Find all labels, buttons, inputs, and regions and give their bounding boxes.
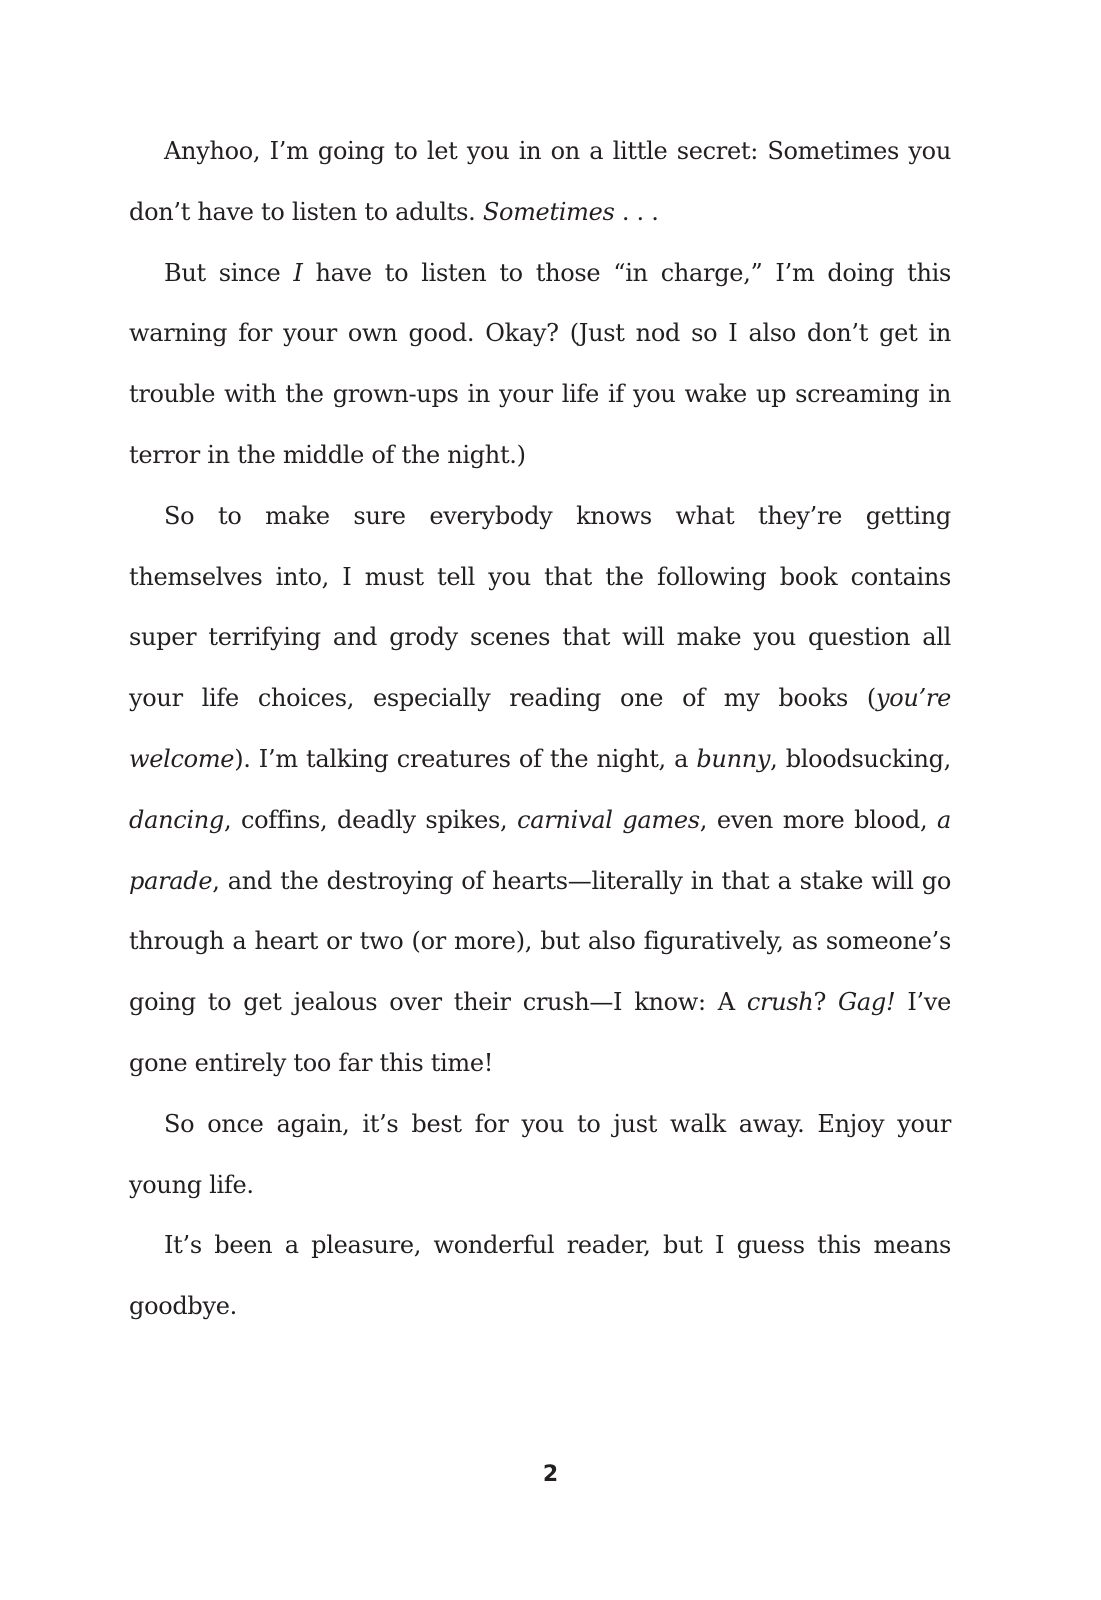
italic-text-run: carnival games [517,805,700,834]
paragraph [129,121,951,243]
italic-text-run: you’re welcome [129,684,951,773]
body-text [129,121,951,1337]
text-run: I’ve gone entirely too far this time! [129,988,951,1077]
text-run: , bloodsucking, [770,744,951,773]
italic-text-run: dancing [129,805,224,834]
italic-text-run: bunny [696,744,771,773]
paragraph [129,243,951,486]
italic-text-run: I [293,258,303,287]
paragraph [129,1094,951,1216]
italic-text-run: Gag! [838,988,896,1017]
text-run: ? [813,988,839,1017]
text-run: ). I’m talking creatures of the night, a [234,744,697,773]
text-run: , coffins, deadly spikes, [223,805,518,834]
text-run: Anyhoo, I’m going to let you in on a little secret: Sometimes you don’t have to listen to adults. [129,137,951,226]
text-run: So to make sure everybody knows what they’re getting themselves into, I must tell you that the following book contains super terrifying and grody scenes that will make you question all your life choices, especially reading one of my books ( [129,501,951,713]
text-run: So once again, it’s best for you to just walk away. Enjoy your young life. [129,1109,951,1199]
text-run: It’s been a pleasure, wonderful reader, but I guess this means goodbye. [129,1231,951,1321]
paragraph [129,486,951,1094]
paragraph [129,1215,951,1337]
italic-text-run: a parade [129,805,952,895]
text-run: , and the destroying of hearts—literally in that a stake will go through a heart or two (or more), but also figuratively, as someone’s going to get jealous over their crush—I know: A [129,866,951,1017]
italic-text-run: Sometimes [482,197,615,226]
italic-text-run: crush [746,988,814,1017]
page-number: 2 [542,1462,559,1487]
text-run: But since [164,258,294,287]
text-run: . . . [614,197,659,226]
text-run: have to listen to those “in charge,” I’m doing this warning for your own good. Okay? (Just nod so I also don’t get in trouble with the grown-ups in your life if you wake up screaming in terror in the middle of the night.) [129,258,952,469]
text-run: , even more blood, [699,805,937,834]
